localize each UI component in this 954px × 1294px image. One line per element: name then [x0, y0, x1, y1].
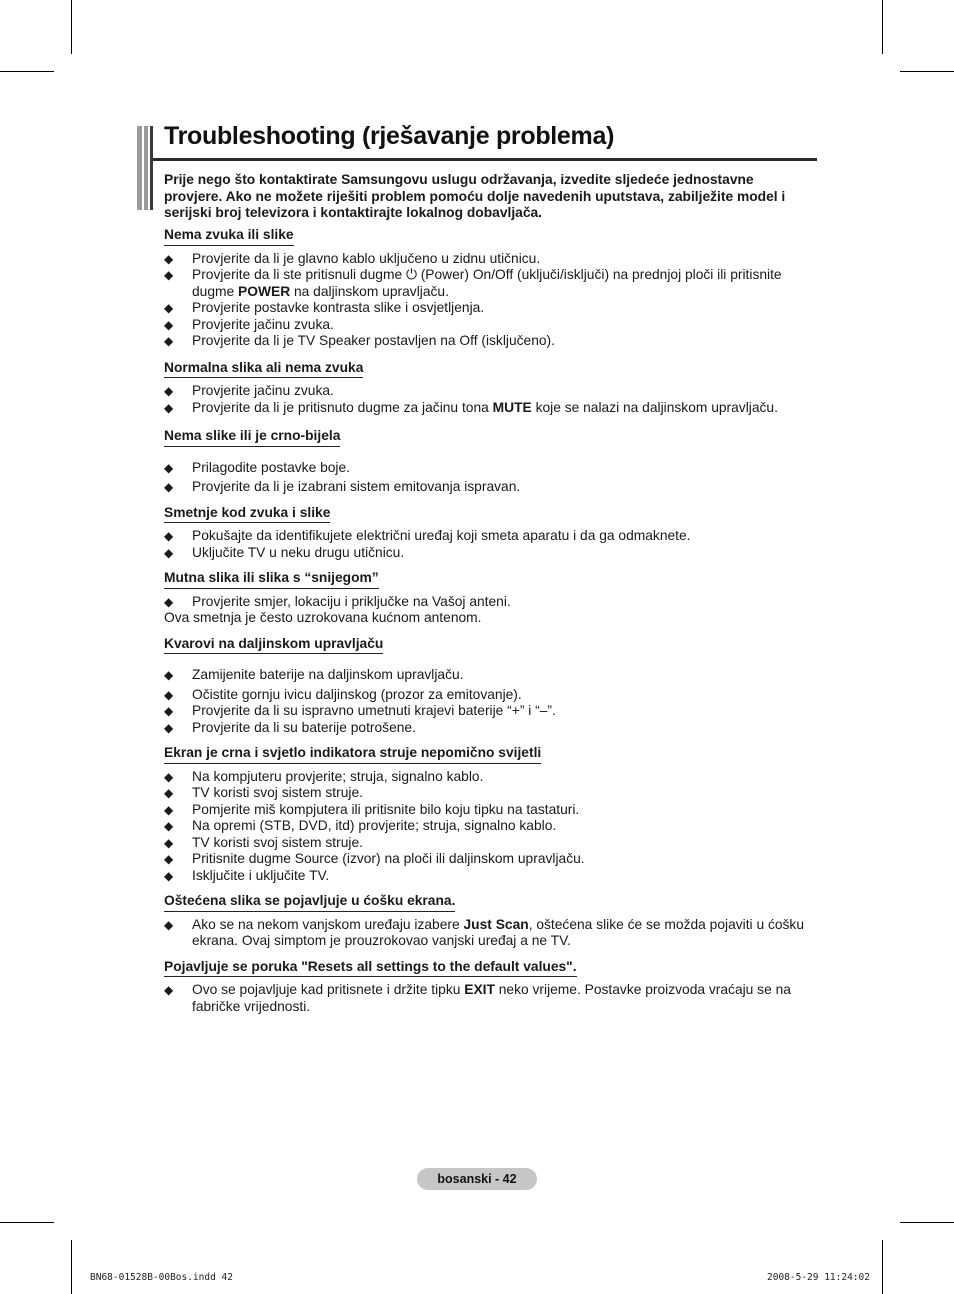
section-note: Ova smetnja je često uzrokovana kućnom antenom.	[164, 610, 482, 625]
list-item: ◆ TV koristi svoj sistem struje.	[164, 785, 816, 802]
troubleshooting-section	[164, 428, 816, 496]
crop-mark	[900, 71, 954, 72]
bullet-list	[164, 594, 816, 611]
troubleshooting-section	[164, 959, 816, 1016]
print-slug-date: 2008-5-29 11:24:02	[767, 1272, 870, 1283]
troubleshooting-section	[164, 570, 816, 627]
bullet-list	[164, 460, 816, 496]
list-item: ◆ Provjerite smjer, lokaciju i priključke na Vašoj anteni.	[164, 594, 816, 611]
list-item: ◆ Prilagodite postavke boje.	[164, 460, 816, 477]
section-heading: Smetnje kod zvuka i slike	[164, 505, 330, 524]
section-heading: Mutna slika ili slika s “snijegom”	[164, 570, 379, 589]
troubleshooting-section	[164, 360, 816, 417]
section-heading: Ekran je crna i svjetlo indikatora struje nepomično svijetli	[164, 745, 541, 764]
troubleshooting-sections	[164, 227, 816, 1015]
bullet-list	[164, 383, 816, 416]
troubleshooting-section	[164, 636, 816, 737]
page-number-badge: bosanski - 42	[417, 1168, 537, 1190]
crop-mark	[71, 1240, 72, 1294]
crop-mark	[0, 1222, 54, 1223]
troubleshooting-section	[164, 505, 816, 562]
section-heading: Nema slike ili je crno-bijela	[164, 428, 340, 447]
title-rule	[153, 158, 817, 161]
list-item: ◆ Pokušajte da identifikujete električni uređaj koji smeta aparatu i da ga odmaknete.	[164, 528, 816, 545]
list-item: ◆ Na kompjuteru provjerite; struja, signalno kablo.	[164, 769, 816, 786]
list-item: ◆ Provjerite da li je TV Speaker postavljen na Off (isključeno).	[164, 333, 816, 350]
list-item: ◆ TV koristi svoj sistem struje.	[164, 835, 816, 852]
troubleshooting-section	[164, 893, 816, 950]
list-item: ◆ Provjerite da li ste pritisnuli dugme ⏻ (Power) On/Off (uključi/isključi) na prednjoj ploči ili pritisnite dugme POWER na daljinskom upravljaču.	[164, 267, 816, 300]
bullet-list	[164, 982, 816, 1015]
bullet-list	[164, 769, 816, 885]
section-heading: Kvarovi na daljinskom upravljaču	[164, 636, 383, 655]
list-item: ◆ Pomjerite miš kompjutera ili pritisnite bilo koju tipku na tastaturi.	[164, 802, 816, 819]
troubleshooting-section	[164, 227, 816, 350]
list-item: ◆ Zamijenite baterije na daljinskom upravljaču.	[164, 667, 816, 684]
list-item: ◆ Pritisnite dugme Source (izvor) na ploči ili daljinskom upravljaču.	[164, 851, 816, 868]
list-item: ◆ Uključite TV u neku drugu utičnicu.	[164, 545, 816, 562]
bullet-list	[164, 667, 816, 736]
list-item: ◆ Na opremi (STB, DVD, itd) provjerite; struja, signalno kablo.	[164, 818, 816, 835]
list-item: ◆ Provjerite da li je pritisnuto dugme za jačinu tona MUTE koje se nalazi na daljinskom upravljaču.	[164, 400, 816, 417]
crop-mark	[71, 0, 72, 54]
section-heading: Normalna slika ali nema zvuka	[164, 360, 363, 379]
crop-mark	[882, 1240, 883, 1294]
page-title: Troubleshooting (rješavanje problema)	[164, 122, 615, 150]
crop-mark	[882, 0, 883, 54]
list-item: ◆ Provjerite da li je glavno kablo uključeno u zidnu utičnicu.	[164, 251, 816, 268]
troubleshooting-section	[164, 745, 816, 884]
bullet-list	[164, 917, 816, 950]
print-slug-file: BN68-01528B-00Bos.indd 42	[90, 1272, 233, 1283]
bullet-list	[164, 528, 816, 561]
list-item: ◆ Provjerite da li su baterije potrošene.	[164, 720, 816, 737]
header-accent-bars	[137, 126, 153, 210]
section-heading: Pojavljuje se poruka "Resets all settings to the default values".	[164, 959, 577, 978]
list-item: ◆ Provjerite da li je izabrani sistem emitovanja ispravan.	[164, 479, 816, 496]
section-heading: Nema zvuka ili slike	[164, 227, 294, 246]
bullet-list	[164, 251, 816, 350]
list-item: ◆ Provjerite postavke kontrasta slike i osvjetljenja.	[164, 300, 816, 317]
section-heading: Oštećena slika se pojavljuje u ćošku ekrana.	[164, 893, 455, 912]
crop-mark	[0, 71, 54, 72]
crop-mark	[900, 1222, 954, 1223]
list-item: ◆ Isključite i uključite TV.	[164, 868, 816, 885]
list-item: ◆ Provjerite jačinu zvuka.	[164, 317, 816, 334]
list-item: ◆ Očistite gornju ivicu daljinskog (prozor za emitovanje).	[164, 687, 816, 704]
list-item: ◆ Ako se na nekom vanjskom uređaju izabere Just Scan, oštećena slike će se možda pojaviti u ćošku ekrana. Ovaj simptom je prouzrokovao vanjski uređaj a ne TV.	[164, 917, 816, 950]
intro-paragraph: Prije nego što kontaktirate Samsungovu uslugu održavanja, izvedite sljedeće jednostavne provjere. Ako ne možete riješiti problem pomoću dolje navedenih uputstava, zabilježite model i serijski broj televizora i kontaktirajte lokalnog dobavljača.	[164, 172, 786, 220]
list-item: ◆ Provjerite da li su ispravno umetnuti krajevi baterije “+” i “–”.	[164, 703, 816, 720]
list-item: ◆ Ovo se pojavljuje kad pritisnete i držite tipku EXIT neko vrijeme. Postavke proizvoda vraćaju se na fabričke vrijednosti.	[164, 982, 816, 1015]
list-item: ◆ Provjerite jačinu zvuka.	[164, 383, 816, 400]
